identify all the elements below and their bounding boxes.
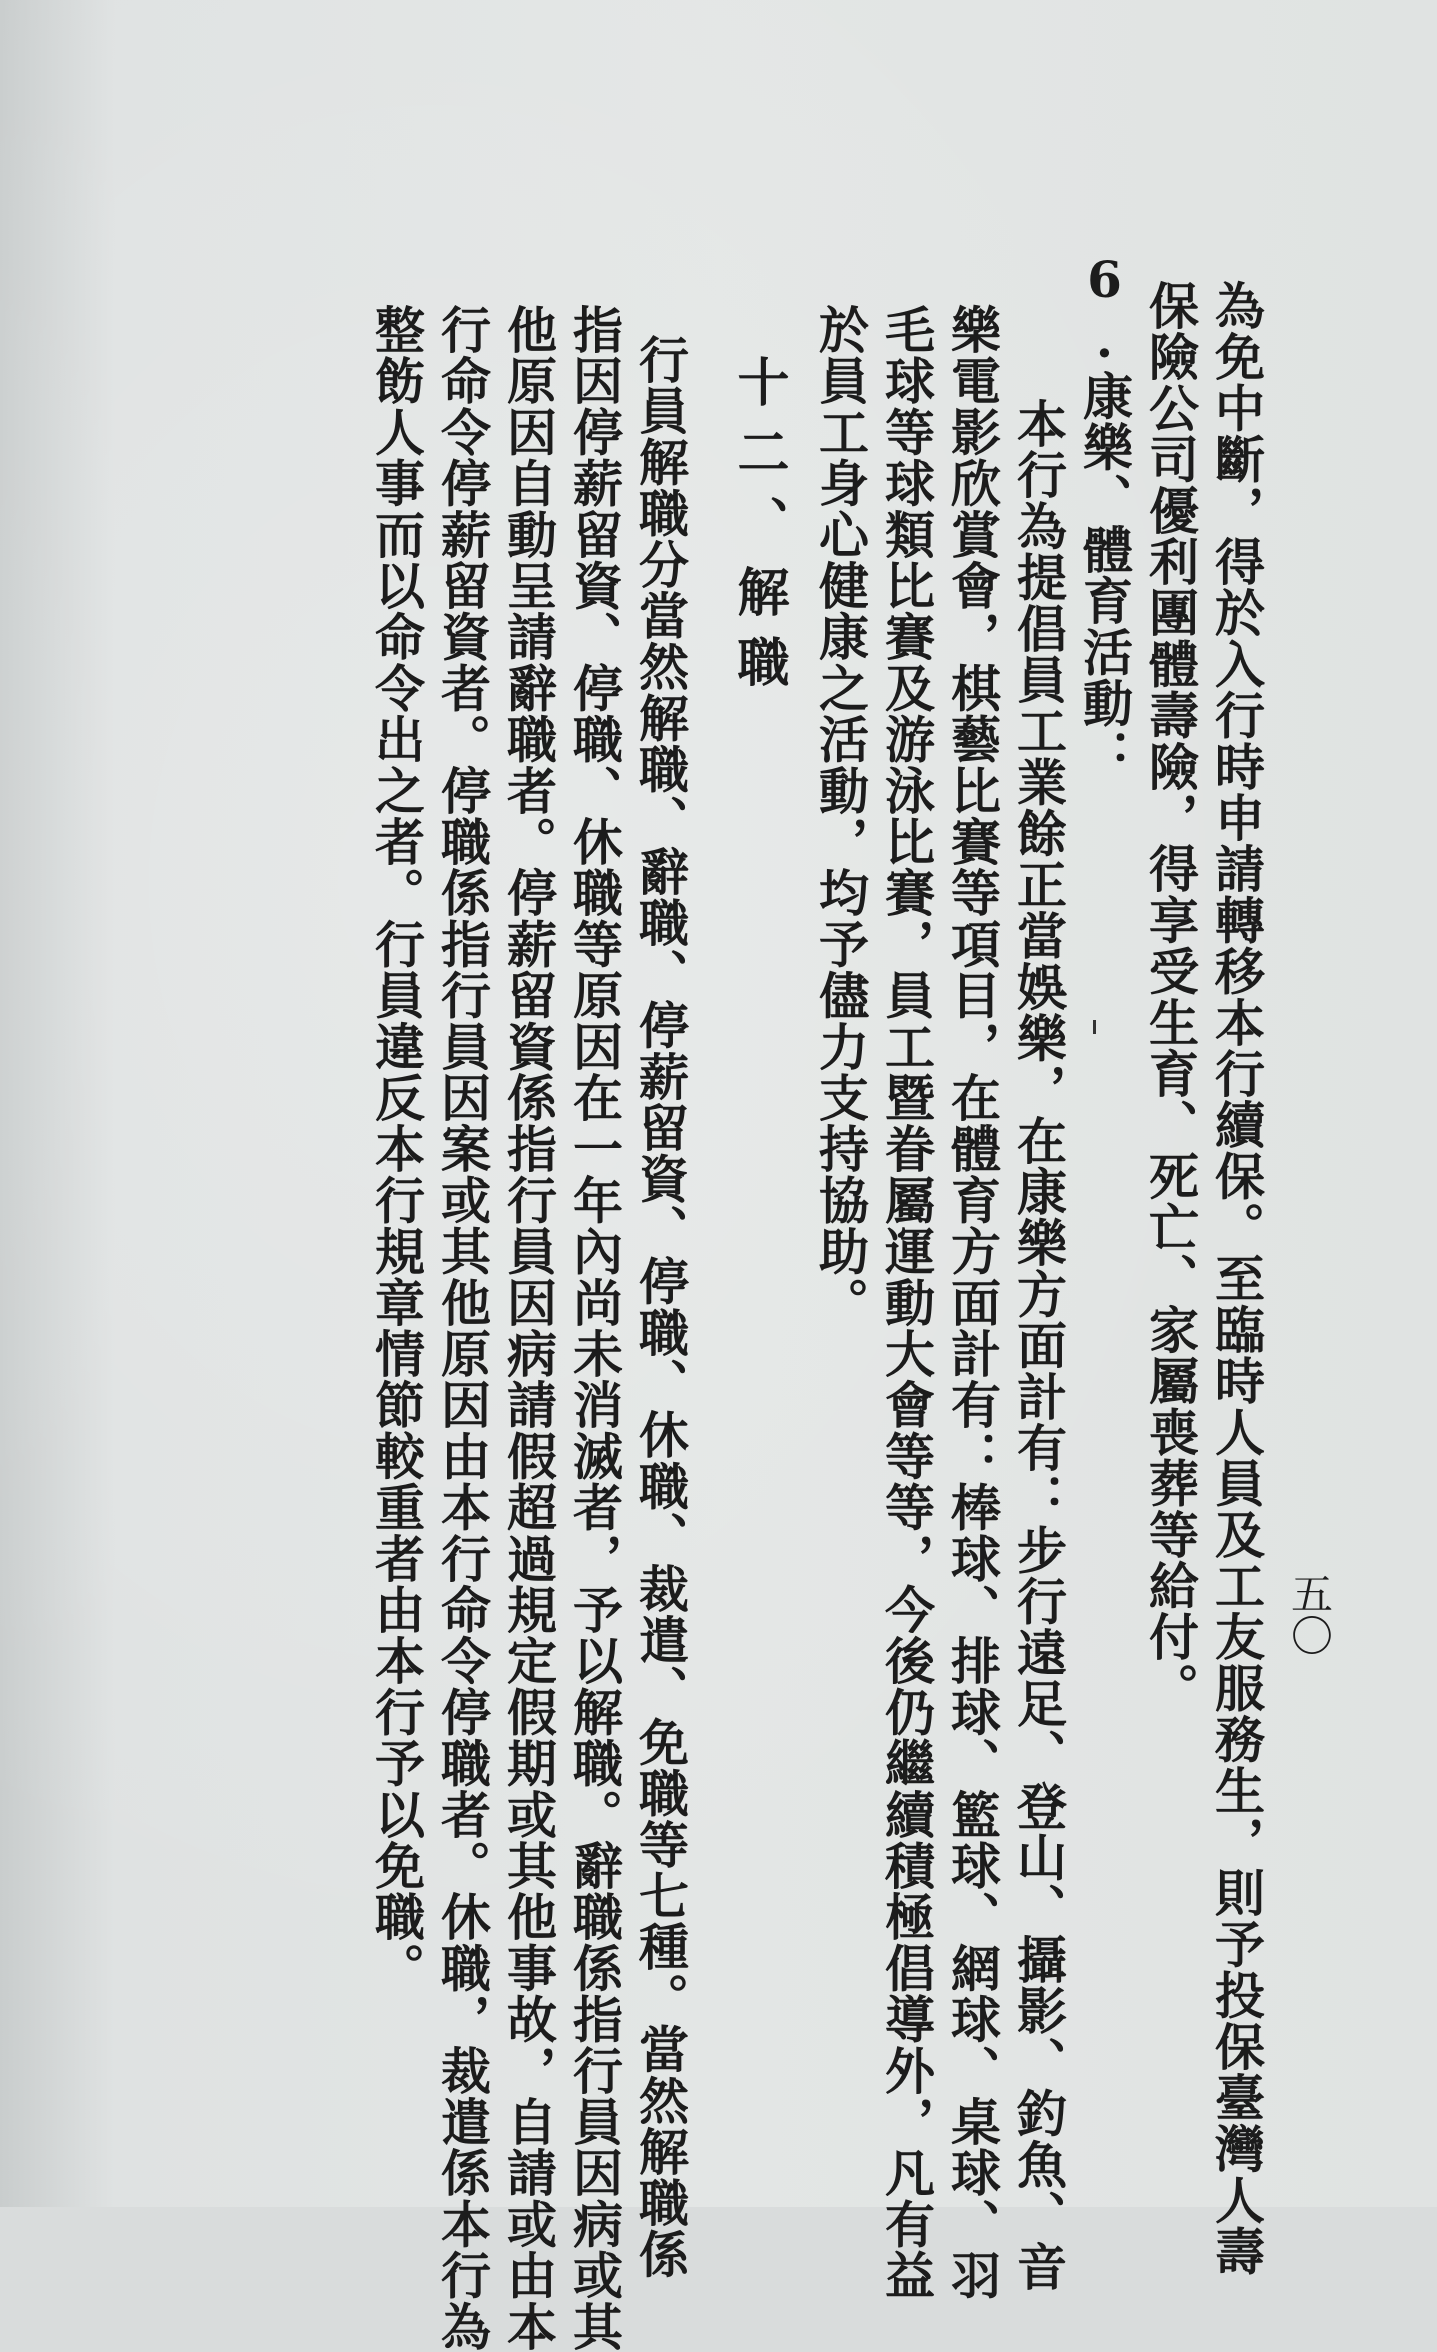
paragraph-line: 整飭人事而以命令出之者。行員違反本行規章情節較重者由本行予以免職。 (367, 304, 426, 1994)
paragraph-line: 保險公司優利團體壽險，得享受生育、死亡、家屬喪葬等給付。 (1141, 280, 1200, 1714)
paragraph-line: 樂電影欣賞會，棋藝比賽等項目，在體育方面計有：棒球、排球、籃球、網球、桌球、羽 (943, 304, 1002, 2301)
paragraph-line: 毛球等球類比賽及游泳比賽，員工暨眷屬運動大會等等，今後仍繼續積極倡導外，凡有益 (877, 304, 936, 2301)
paragraph-line: 為免中斷，得於入行時申請轉移本行續保。至臨時人員及工友服務生，則予投保臺灣人壽 (1207, 280, 1266, 2277)
item-heading: 6.康樂、體育活動： (1075, 250, 1134, 780)
paragraph-line: 於員工身心健康之活動，均予儘力支持協助。 (811, 304, 870, 1328)
paragraph-line: 本行為提倡員工業餘正當娛樂，在康樂方面計有：步行遠足、登山、攝影、釣魚、音 (1009, 398, 1068, 2293)
section-heading: 十二、解職 (728, 355, 789, 705)
page-number: 五〇 (1285, 1572, 1334, 1656)
paragraph-line: 指因停薪留資、停職、休職等原因在一年內尚未消滅者，予以解職。辭職係指行員因病或其 (565, 304, 624, 2352)
paragraph-line: 行員解職分當然解職、辭職、停薪留資、停職、休職、裁遣、免職等七種。當然解職係 (631, 334, 690, 2280)
paragraph-line: 行命令停薪留資者。停職係指行員因案或其他原因由本行命令停職者。休職，裁遣係本行為 (433, 304, 492, 2352)
ink-mark (1093, 1020, 1096, 1034)
paragraph-line: 他原因自動呈請辭職者。停薪留資係指行員因病請假超過規定假期或其他事故，自請或由本 (499, 304, 558, 2352)
